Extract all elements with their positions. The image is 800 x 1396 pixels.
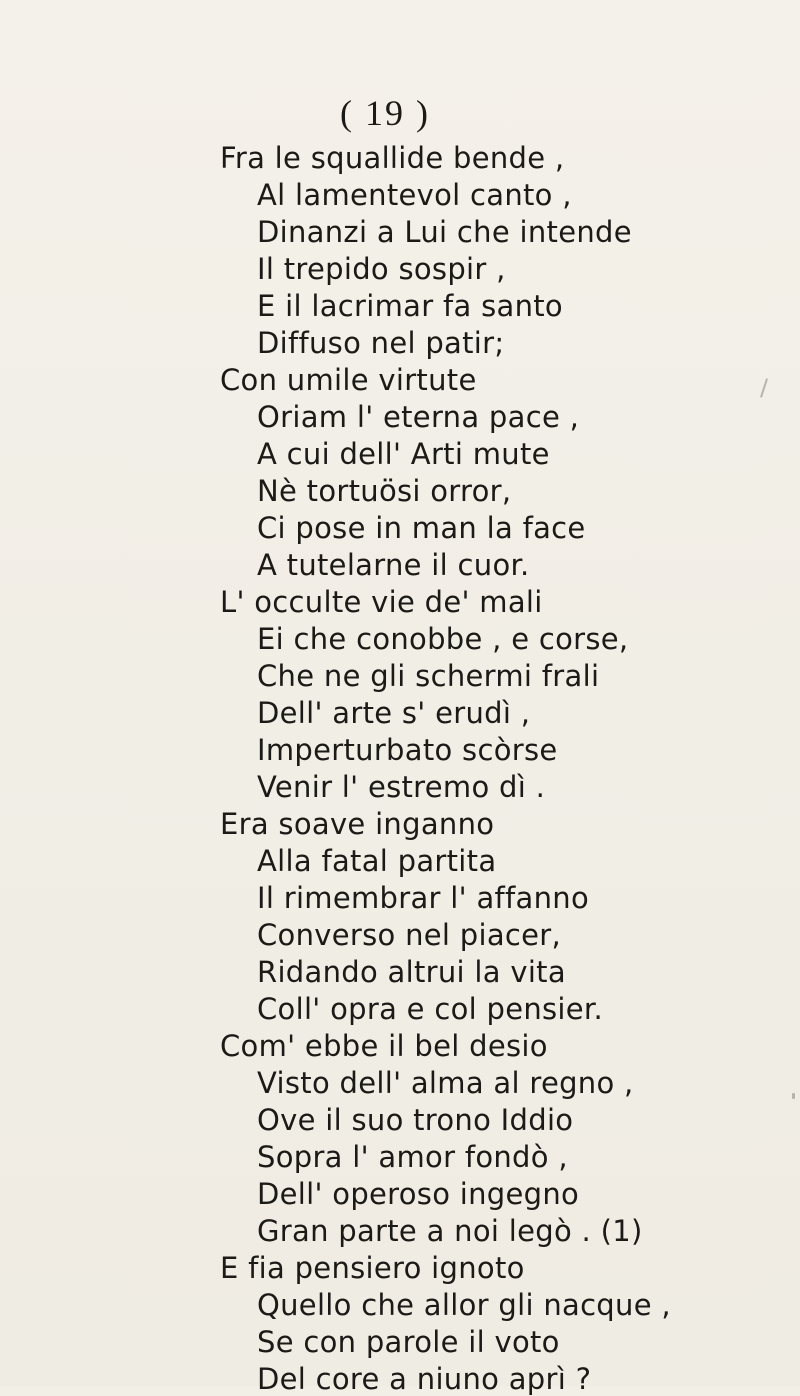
verse-line: Converso nel piacer, xyxy=(257,918,562,952)
verse-line: Diffuso nel patir; xyxy=(257,326,505,360)
verse-line: Fra le squallide bende , xyxy=(220,141,565,175)
verse-line: Del core a niuno aprì ? xyxy=(257,1362,592,1396)
verse-line: Dell' operoso ingegno xyxy=(257,1177,580,1211)
verse-line: Com' ebbe il bel desio xyxy=(220,1029,548,1063)
verse-line: L' occulte vie de' mali xyxy=(220,585,543,619)
page-number: ( 19 ) xyxy=(340,93,430,133)
verse-line: Il rimembrar l' affanno xyxy=(257,881,590,915)
verse-line: Era soave inganno xyxy=(220,807,495,841)
verse-line: Sopra l' amor fondò , xyxy=(257,1140,568,1174)
verse-line: Con umile virtute xyxy=(220,363,477,397)
verse-line: Se con parole il voto xyxy=(257,1325,560,1359)
verse-line: E fia pensiero ignoto xyxy=(220,1251,525,1285)
verse-line: Ci pose in man la face xyxy=(257,511,586,545)
verse-line: Quello che allor gli nacque , xyxy=(257,1288,671,1322)
verse-line: Nè tortuösi orror, xyxy=(257,474,512,508)
verse-line: A tutelarne il cuor. xyxy=(257,548,530,582)
verse-line: Al lamentevol canto , xyxy=(257,178,572,212)
verse-line: Venir l' estremo dì . xyxy=(257,770,546,804)
verse-line: Coll' opra e col pensier. xyxy=(257,992,603,1026)
verse-line: E il lacrimar fa santo xyxy=(257,289,563,323)
verse-line: Dinanzi a Lui che intende xyxy=(257,215,632,249)
verse-line: Dell' arte s' erudì , xyxy=(257,696,531,730)
verse-line: A cui dell' Arti mute xyxy=(257,437,550,471)
verse-line: Ei che conobbe , e corse, xyxy=(257,622,629,656)
verse-line: Che ne gli schermi frali xyxy=(257,659,600,693)
verse-line: Gran parte a noi legò . (1) xyxy=(257,1214,643,1248)
verse-line: Imperturbato scòrse xyxy=(257,733,558,767)
paper-blemish xyxy=(792,1093,795,1099)
verse-line: Oriam l' eterna pace , xyxy=(257,400,580,434)
verse-line: Visto dell' alma al regno , xyxy=(257,1066,634,1100)
verse-line: Alla fatal partita xyxy=(257,844,497,878)
verse-line: Ove il suo trono Iddio xyxy=(257,1103,574,1137)
verse-line: Ridando altrui la vita xyxy=(257,955,566,989)
verse-line: Il trepido sospir , xyxy=(257,252,506,286)
